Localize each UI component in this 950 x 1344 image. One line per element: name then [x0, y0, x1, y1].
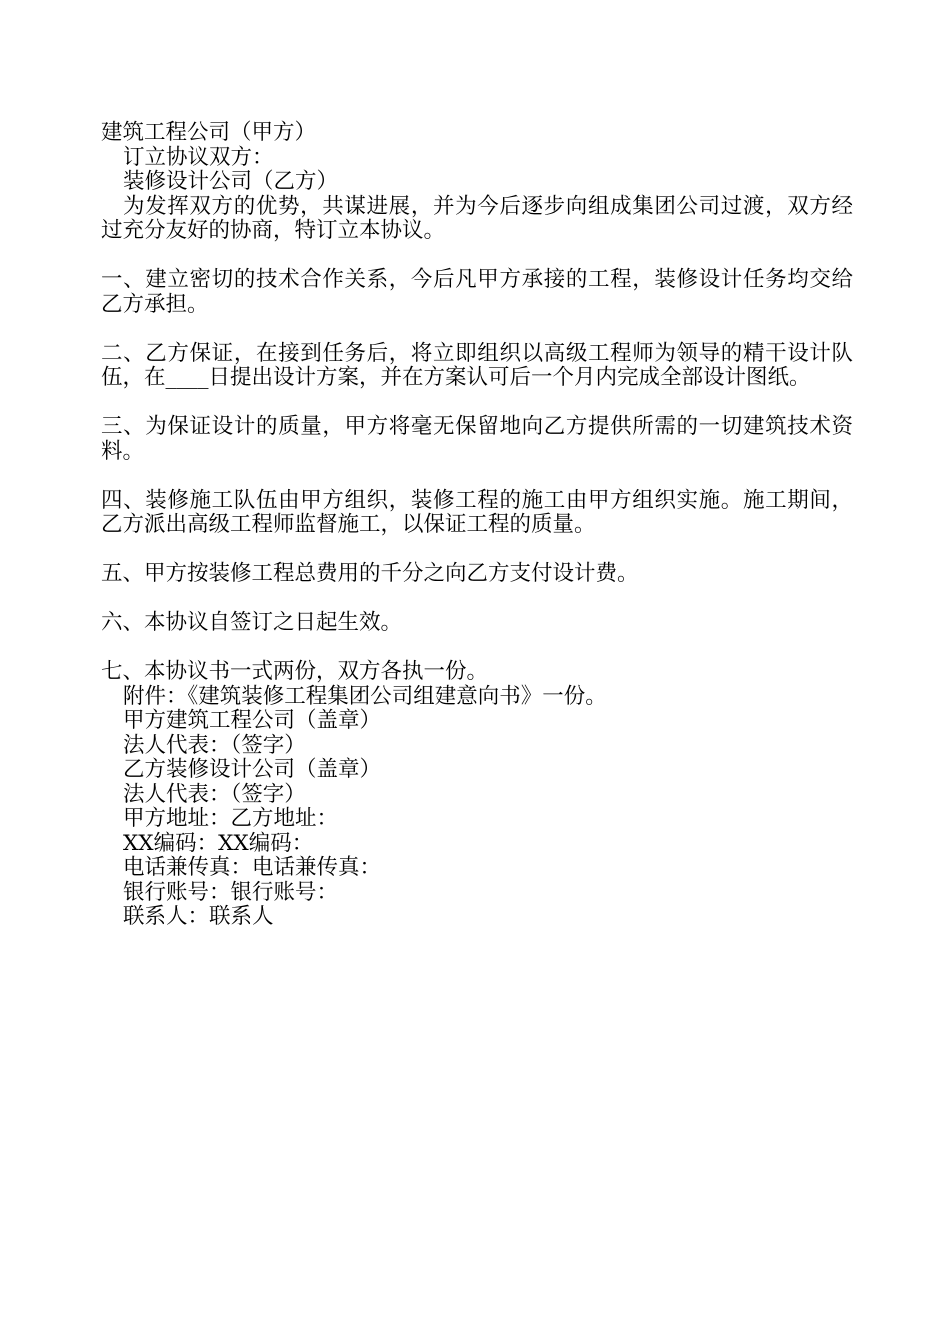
party-a-seal: 甲方建筑工程公司（盖章）: [123, 708, 382, 733]
spacer: [101, 636, 853, 661]
agreement-document: [101, 121, 853, 930]
clause-1: 一、建立密切的技术合作关系，今后凡甲方承接的工程，装修设计任务均交给乙方承担。: [101, 267, 853, 317]
bank-account-line: 银行账号：银行账号：: [123, 879, 339, 905]
spacer: [101, 587, 853, 612]
contact-line: 联系人：联系人: [123, 904, 274, 929]
party-a-representative: 法人代表：（签字）: [123, 732, 306, 758]
clause-4: 四、装修施工队伍由甲方组织，装修工程的施工由甲方组织实施。施工期间，乙方派出高级工程师监督施工，以保证工程的质量。: [101, 487, 853, 537]
party-b-seal: 乙方装修设计公司（盖章）: [123, 757, 382, 782]
party-b-heading: 装修设计公司（乙方）: [123, 169, 339, 194]
spacer: [101, 464, 853, 489]
clause-7: 七、本协议书一式两份，双方各执一份。: [101, 659, 489, 684]
clause-2: 二、乙方保证，在接到任务后，将立即组织以高级工程师为领导的精干设计队伍，在____日提出设计方案，并在方案认可后一个月内完成全部设计图纸。: [101, 340, 853, 390]
phone-fax-line: 电话兼传真：电话兼传真：: [123, 855, 382, 880]
spacer: [101, 317, 853, 342]
clause-3: 三、为保证设计的质量，甲方将毫无保留地向乙方提供所需的一切建筑技术资料。: [101, 414, 853, 464]
spacer: [101, 391, 853, 416]
attachment-line: 附件：《建筑装修工程集团公司组建意向书》一份。: [123, 683, 607, 709]
spacer: [101, 538, 853, 563]
party-b-representative: 法人代表：（签字）: [123, 781, 306, 807]
party-a-heading: 建筑工程公司（甲方）: [101, 120, 317, 145]
spacer: [101, 244, 853, 269]
postcode-line: XX编码：XX编码：: [123, 830, 314, 856]
address-line: 甲方地址：乙方地址：: [123, 806, 339, 831]
clause-6: 六、本协议自签订之日起生效。: [101, 610, 403, 635]
preamble-paragraph: 为发挥双方的优势，共谋进展，并为今后逐步向组成集团公司过渡，双方经过充分友好的协商，特订立本协议。: [101, 193, 853, 243]
parties-label: 订立协议双方：: [123, 144, 274, 170]
clause-5: 五、甲方按装修工程总费用的千分之向乙方支付设计费。: [101, 561, 639, 586]
